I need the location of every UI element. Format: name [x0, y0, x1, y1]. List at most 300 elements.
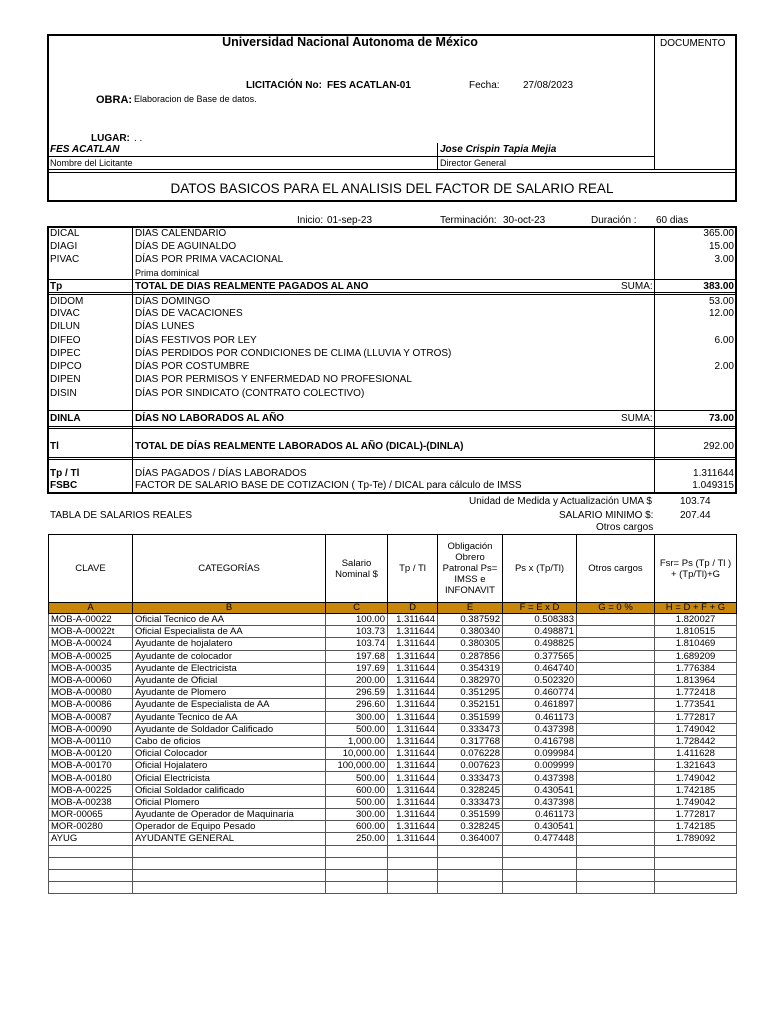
cell-categoria: Ayudante de Soldador Calificado [133, 723, 326, 735]
cell-fsr [655, 845, 737, 857]
cell-clave: MOB-A-00090 [49, 723, 133, 735]
header-salario: Salario Nominal $ [326, 535, 388, 603]
cell-tptl: 1.311644 [388, 687, 438, 699]
cell-fsr: 1.773541 [655, 699, 737, 711]
letter-g: G = 0 % [577, 603, 655, 614]
pivac-desc: DÍAS POR PRIMA VACACIONAL [135, 254, 284, 265]
cell-fsr: 1.749042 [655, 723, 737, 735]
cell-salario: 600.00 [326, 821, 388, 833]
cell-clave [49, 845, 133, 857]
cell-categoria: Ayudante de Electricista [133, 662, 326, 674]
cell-otros [577, 614, 655, 626]
cell-obligacion: 0.287856 [438, 650, 503, 662]
cell-clave [49, 857, 133, 869]
table-header-row [49, 535, 737, 603]
cell-categoria: Ayudante de hojalatero [133, 638, 326, 650]
cell-clave: MOB-A-00086 [49, 699, 133, 711]
licitante-name: FES ACATLAN [50, 144, 120, 155]
tptl-code: Tp / Tl [50, 468, 80, 479]
tp-suma-label: SUMA: [621, 281, 653, 292]
cell-ps: 0.461173 [503, 809, 577, 821]
cell-tptl: 1.311644 [388, 748, 438, 760]
cell-ps: 0.437398 [503, 772, 577, 784]
letter-a: A [49, 603, 133, 614]
cell-clave [49, 882, 133, 894]
cell-salario [326, 845, 388, 857]
dipen-code: DIPEN [50, 374, 81, 385]
cell-categoria: Ayudante de Especialista de AA [133, 699, 326, 711]
cell-obligacion: 0.333473 [438, 723, 503, 735]
cell-ps: 0.099984 [503, 748, 577, 760]
termino-value: 30-oct-23 [503, 215, 546, 226]
table-row [49, 614, 737, 626]
cell-obligacion [438, 869, 503, 881]
table-row [49, 869, 737, 881]
dilun-code: DILUN [50, 321, 81, 332]
cell-otros [577, 760, 655, 772]
fsbc-value: 1.049315 [692, 480, 734, 491]
cell-categoria: Ayudante de Operador de Maquinaria [133, 809, 326, 821]
letter-d: D [388, 603, 438, 614]
licitacion-label: LICITACIÓN No: [246, 80, 322, 91]
diagi-code: DIAGI [50, 241, 78, 252]
tp-value: 383.00 [703, 281, 734, 292]
cell-otros [577, 674, 655, 686]
cell-tptl [388, 882, 438, 894]
divac-value: 12.00 [708, 308, 734, 319]
lugar-label: LUGAR: [91, 133, 130, 144]
cell-ps: 0.009999 [503, 760, 577, 772]
cell-obligacion: 0.380305 [438, 638, 503, 650]
header-ps: Ps x (Tp/Tl) [503, 535, 577, 603]
cell-tptl: 1.311644 [388, 821, 438, 833]
prima-dominical: Prima dominical [135, 268, 200, 278]
cell-fsr: 1.321643 [655, 760, 737, 772]
cell-salario: 200.00 [326, 674, 388, 686]
table-row [49, 735, 737, 747]
diagi-desc: DÍAS DE AGUINALDO [135, 241, 237, 252]
cell-clave: MOB-A-00022 [49, 614, 133, 626]
cell-otros [577, 809, 655, 821]
cell-clave: MOB-A-00025 [49, 650, 133, 662]
cell-tptl [388, 857, 438, 869]
salary-table [48, 534, 737, 894]
dical-value: 365.00 [703, 228, 734, 239]
cell-tptl: 1.311644 [388, 760, 438, 772]
cell-fsr: 1.789092 [655, 833, 737, 845]
tabla-label: TABLA DE SALARIOS REALES [50, 510, 193, 521]
cell-ps: 0.464740 [503, 662, 577, 674]
cell-tptl [388, 869, 438, 881]
cell-salario: 500.00 [326, 723, 388, 735]
cell-otros [577, 650, 655, 662]
page-title: DATOS BASICOS PARA EL ANALISIS DEL FACTOR DE SALARIO REAL [170, 181, 614, 196]
cell-tptl: 1.311644 [388, 626, 438, 638]
cell-otros [577, 784, 655, 796]
cell-categoria: Oficial Colocador [133, 748, 326, 760]
dipco-code: DIPCO [50, 361, 82, 372]
cell-fsr [655, 882, 737, 894]
dipco-desc: DÍAS POR COSTUMBRE [135, 361, 250, 372]
fsbc-desc: FACTOR DE SALARIO BASE DE COTIZACION ( Tp-Te) / DICAL para cálculo de IMSS [135, 480, 522, 491]
table-row [49, 772, 737, 784]
cell-ps: 0.430541 [503, 821, 577, 833]
cell-fsr: 1.749042 [655, 772, 737, 784]
dinla-suma-label: SUMA: [621, 413, 653, 424]
cell-tptl [388, 845, 438, 857]
cell-otros [577, 821, 655, 833]
tl-value: 292.00 [703, 441, 734, 452]
cell-fsr [655, 869, 737, 881]
table-row [49, 882, 737, 894]
cell-categoria: Ayudante de colocador [133, 650, 326, 662]
cell-salario: 600.00 [326, 784, 388, 796]
cell-clave: MOR-00280 [49, 821, 133, 833]
cell-otros [577, 687, 655, 699]
cell-otros [577, 735, 655, 747]
cell-ps: 0.430541 [503, 784, 577, 796]
cell-obligacion: 0.352151 [438, 699, 503, 711]
cell-obligacion: 0.387592 [438, 614, 503, 626]
cell-salario: 296.59 [326, 687, 388, 699]
disin-desc: DÍAS POR SINDICATO (CONTRATO COLECTIVO) [135, 388, 365, 399]
tp-code: Tp [50, 281, 63, 292]
cell-clave [49, 869, 133, 881]
cell-salario: 100.00 [326, 614, 388, 626]
cell-otros [577, 662, 655, 674]
inicio-label: Inicio: [297, 215, 324, 226]
fsbc-code: FSBC [50, 480, 78, 491]
licitante-label: Nombre del Licitante [50, 158, 133, 168]
cell-salario: 300.00 [326, 809, 388, 821]
table-letter-row [49, 603, 737, 614]
table-row [49, 674, 737, 686]
divac-desc: DÍAS DE VACACIONES [135, 308, 243, 319]
cell-salario: 250.00 [326, 833, 388, 845]
cell-categoria [133, 869, 326, 881]
table-row [49, 687, 737, 699]
dical-code: DICAL [50, 228, 80, 239]
director-label: Director General [440, 158, 507, 168]
table-row [49, 857, 737, 869]
salmin-value: 207.44 [680, 510, 711, 521]
table-row [49, 748, 737, 760]
salmin-label: SALARIO MINIMO $: [559, 510, 654, 521]
cell-clave: MOB-A-00180 [49, 772, 133, 784]
cell-fsr: 1.813964 [655, 674, 737, 686]
cell-salario: 500.00 [326, 796, 388, 808]
cell-tptl: 1.311644 [388, 833, 438, 845]
disin-code: DISIN [50, 388, 77, 399]
cell-clave: MOB-A-00225 [49, 784, 133, 796]
table-row [49, 638, 737, 650]
tptl-value: 1.311644 [693, 468, 734, 479]
cell-salario [326, 857, 388, 869]
cell-fsr: 1.742185 [655, 784, 737, 796]
cell-otros [577, 638, 655, 650]
cell-obligacion: 0.382970 [438, 674, 503, 686]
table-row [49, 723, 737, 735]
letter-h: H = D + F + G [655, 603, 737, 614]
cell-clave: MOB-A-00060 [49, 674, 133, 686]
cell-salario: 103.73 [326, 626, 388, 638]
cell-salario: 300.00 [326, 711, 388, 723]
letter-b: B [133, 603, 326, 614]
tl-code: Tl [50, 441, 59, 452]
cell-clave: MOB-A-00120 [49, 748, 133, 760]
licitacion-value: FES ACATLAN-01 [327, 80, 411, 91]
cell-categoria: Oficial Plomero [133, 796, 326, 808]
cell-categoria: Ayudante de Oficial [133, 674, 326, 686]
cell-salario: 500.00 [326, 772, 388, 784]
dipec-desc: DÍAS PERDIDOS POR CONDICIONES DE CLIMA (LLUVIA Y OTROS) [135, 348, 452, 359]
cell-categoria: AYUDANTE GENERAL [133, 833, 326, 845]
table-row [49, 833, 737, 845]
cell-otros [577, 699, 655, 711]
header-obligacion: Obligación Obrero Patronal Ps= IMSS e INFONAVIT [438, 535, 503, 603]
cell-tptl: 1.311644 [388, 772, 438, 784]
obra-value: Elaboracion de Base de datos. [134, 94, 257, 104]
cell-ps: 0.508383 [503, 614, 577, 626]
cell-obligacion: 0.351599 [438, 711, 503, 723]
table-row [49, 626, 737, 638]
cell-otros [577, 882, 655, 894]
university-name: Universidad Nacional Autonoma de México [222, 35, 478, 49]
table-row [49, 662, 737, 674]
fecha-label: Fecha: [469, 80, 500, 91]
cell-tptl: 1.311644 [388, 796, 438, 808]
header-tptl: Tp / Tl [388, 535, 438, 603]
cell-ps: 0.502320 [503, 674, 577, 686]
cell-otros [577, 748, 655, 760]
cell-categoria: Ayudante de Plomero [133, 687, 326, 699]
table-row [49, 821, 737, 833]
cell-ps: 0.498871 [503, 626, 577, 638]
cell-fsr: 1.820027 [655, 614, 737, 626]
tl-desc: TOTAL DE DÍAS REALMENTE LABORADOS AL AÑO (DICAL)-(DINLA) [135, 441, 464, 452]
pivac-code: PIVAC [50, 254, 80, 265]
cell-salario: 296.60 [326, 699, 388, 711]
cell-otros [577, 845, 655, 857]
dinla-desc: DÍAS NO LABORADOS AL AÑO [135, 413, 285, 424]
cell-tptl: 1.311644 [388, 674, 438, 686]
cell-clave: MOB-A-00238 [49, 796, 133, 808]
cell-fsr: 1.742185 [655, 821, 737, 833]
cell-otros [577, 711, 655, 723]
table-row [49, 796, 737, 808]
cell-categoria: Cabo de oficios [133, 735, 326, 747]
cell-categoria: Oficial Especialista de AA [133, 626, 326, 638]
cell-otros [577, 772, 655, 784]
table-row [49, 650, 737, 662]
cell-tptl: 1.311644 [388, 638, 438, 650]
header-fsr: Fsr= Ps (Tp / Tl ) + (Tp/Tl)+G [655, 535, 737, 603]
cell-categoria: Oficial Electricista [133, 772, 326, 784]
cell-ps: 0.377565 [503, 650, 577, 662]
cell-tptl: 1.311644 [388, 614, 438, 626]
cell-clave: MOB-A-00087 [49, 711, 133, 723]
cell-obligacion: 0.351295 [438, 687, 503, 699]
table-row [49, 699, 737, 711]
cell-tptl: 1.311644 [388, 809, 438, 821]
cell-fsr: 1.772817 [655, 711, 737, 723]
duracion-label: Duración : [591, 215, 637, 226]
cell-tptl: 1.311644 [388, 650, 438, 662]
dipen-desc: DIAS POR PERMISOS Y ENFERMEDAD NO PROFESIONAL [135, 374, 412, 385]
pivac-value: 3.00 [714, 254, 734, 265]
duracion-value: 60 dias [656, 215, 689, 226]
table-row [49, 760, 737, 772]
cell-fsr: 1.411628 [655, 748, 737, 760]
tptl-desc: DÍAS PAGADOS / DÍAS LABORADOS [135, 468, 307, 479]
letter-e: E [438, 603, 503, 614]
didom-desc: DÍAS DOMINGO [135, 296, 211, 307]
cell-ps: 0.461897 [503, 699, 577, 711]
dipco-value: 2.00 [714, 361, 734, 372]
cell-clave: MOB-A-00024 [49, 638, 133, 650]
fecha-value: 27/08/2023 [523, 80, 574, 91]
cell-fsr: 1.776384 [655, 662, 737, 674]
termino-label: Terminación: [440, 215, 497, 226]
cell-clave: MOR-00065 [49, 809, 133, 821]
dinla-code: DINLA [50, 413, 81, 424]
cell-ps: 0.437398 [503, 723, 577, 735]
dical-desc: DÍAS CALENDARIO [135, 228, 227, 239]
cell-obligacion [438, 857, 503, 869]
cell-tptl: 1.311644 [388, 699, 438, 711]
cell-tptl: 1.311644 [388, 735, 438, 747]
cell-salario: 100,000.00 [326, 760, 388, 772]
cell-salario: 197.68 [326, 650, 388, 662]
lugar-value: . . [134, 133, 143, 144]
cell-tptl: 1.311644 [388, 784, 438, 796]
cell-clave: MOB-A-00110 [49, 735, 133, 747]
cell-otros [577, 857, 655, 869]
cell-ps [503, 845, 577, 857]
header-categorias: CATEGORÍAS [133, 535, 326, 603]
cell-salario: 103.74 [326, 638, 388, 650]
cell-ps: 0.461173 [503, 711, 577, 723]
table-row [49, 809, 737, 821]
didom-code: DIDOM [50, 296, 84, 307]
otros-cargos-label: Otros cargos [596, 522, 654, 533]
cell-obligacion: 0.333473 [438, 772, 503, 784]
director-name: Jose Crispin Tapia Mejia [440, 144, 557, 155]
cell-ps: 0.498825 [503, 638, 577, 650]
cell-ps: 0.416798 [503, 735, 577, 747]
cell-otros [577, 723, 655, 735]
table-body [49, 614, 737, 894]
cell-obligacion: 0.007623 [438, 760, 503, 772]
cell-salario [326, 882, 388, 894]
cell-categoria [133, 857, 326, 869]
letter-c: C [326, 603, 388, 614]
obra-label: OBRA: [96, 94, 133, 106]
cell-obligacion: 0.351599 [438, 809, 503, 821]
cell-categoria: Ayudante Tecnico de AA [133, 711, 326, 723]
cell-obligacion [438, 882, 503, 894]
diagi-value: 15.00 [708, 241, 734, 252]
cell-tptl: 1.311644 [388, 723, 438, 735]
cell-clave: AYUG [49, 833, 133, 845]
cell-fsr: 1.728442 [655, 735, 737, 747]
cell-categoria: Oficial Soldador calificado [133, 784, 326, 796]
dilun-desc: DÍAS LUNES [135, 321, 195, 332]
cell-categoria [133, 882, 326, 894]
difeo-value: 6.00 [714, 335, 734, 346]
header-otros: Otros cargos [577, 535, 655, 603]
cell-categoria: Operador de Equipo Pesado [133, 821, 326, 833]
cell-clave: MOB-A-00022t [49, 626, 133, 638]
cell-salario: 1,000.00 [326, 735, 388, 747]
table-row [49, 845, 737, 857]
cell-obligacion: 0.364007 [438, 833, 503, 845]
table-row [49, 711, 737, 723]
cell-obligacion: 0.328245 [438, 784, 503, 796]
header-clave: CLAVE [49, 535, 133, 603]
cell-ps [503, 857, 577, 869]
cell-fsr: 1.749042 [655, 796, 737, 808]
cell-fsr: 1.689209 [655, 650, 737, 662]
tp-desc: TOTAL DE DIAS REALMENTE PAGADOS AL ANO [135, 281, 369, 292]
cell-fsr: 1.772418 [655, 687, 737, 699]
table-row [49, 784, 737, 796]
cell-otros [577, 833, 655, 845]
cell-ps [503, 869, 577, 881]
cell-tptl: 1.311644 [388, 662, 438, 674]
dinla-value: 73.00 [708, 413, 734, 424]
documento-label: DOCUMENTO [660, 38, 726, 49]
difeo-code: DIFEO [50, 335, 81, 346]
cell-obligacion: 0.354319 [438, 662, 503, 674]
dipec-code: DIPEC [50, 348, 81, 359]
cell-ps: 0.460774 [503, 687, 577, 699]
cell-categoria: Oficial Hojalatero [133, 760, 326, 772]
cell-clave: MOB-A-00080 [49, 687, 133, 699]
cell-obligacion: 0.328245 [438, 821, 503, 833]
cell-obligacion [438, 845, 503, 857]
cell-otros [577, 869, 655, 881]
cell-fsr: 1.810469 [655, 638, 737, 650]
cell-obligacion: 0.076228 [438, 748, 503, 760]
cell-ps: 0.437398 [503, 796, 577, 808]
cell-fsr: 1.810515 [655, 626, 737, 638]
cell-salario: 10,000.00 [326, 748, 388, 760]
cell-otros [577, 626, 655, 638]
cell-categoria [133, 845, 326, 857]
cell-otros [577, 796, 655, 808]
cell-fsr: 1.772817 [655, 809, 737, 821]
cell-salario: 197.69 [326, 662, 388, 674]
cell-fsr [655, 857, 737, 869]
cell-tptl: 1.311644 [388, 711, 438, 723]
uma-value: 103.74 [680, 496, 711, 507]
didom-value: 53.00 [708, 296, 734, 307]
cell-ps [503, 882, 577, 894]
cell-clave: MOB-A-00035 [49, 662, 133, 674]
cell-clave: MOB-A-00170 [49, 760, 133, 772]
letter-f: F = E x D [503, 603, 577, 614]
cell-salario [326, 869, 388, 881]
cell-categoria: Oficial Tecnico de AA [133, 614, 326, 626]
cell-obligacion: 0.317768 [438, 735, 503, 747]
uma-label: Unidad de Medida y Actualización UMA $ [469, 496, 652, 507]
inicio-value: 01-sep-23 [327, 215, 373, 226]
cell-obligacion: 0.333473 [438, 796, 503, 808]
cell-ps: 0.477448 [503, 833, 577, 845]
divac-code: DIVAC [50, 308, 80, 319]
difeo-desc: DÍAS FESTIVOS POR LEY [135, 335, 257, 346]
